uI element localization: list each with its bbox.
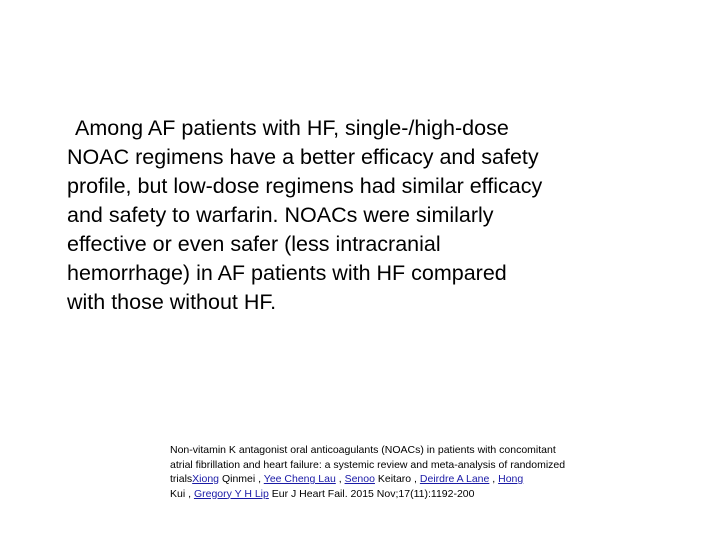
- summary-line: and safety to warfarin. NOACs were similarly: [67, 203, 494, 227]
- author-rest: Kui ,: [170, 487, 194, 500]
- author-link-lau[interactable]: Yee Cheng Lau: [263, 473, 336, 485]
- author-separator: ,: [335, 473, 345, 485]
- author-link-xiong[interactable]: Xiong: [192, 473, 220, 485]
- citation-authors-line: [170, 472, 650, 487]
- citation-title-end: trials: [170, 473, 193, 485]
- author-rest: Keitaro ,: [374, 473, 420, 485]
- summary-line: hemorrhage) in AF patients with HF compared: [67, 261, 507, 285]
- citation: [170, 443, 650, 501]
- citation-title-line: atrial fibrillation and heart failure: a systemic review and meta-analysis of randomized: [170, 458, 566, 471]
- author-link-lip[interactable]: Gregory Y H Lip: [193, 487, 269, 500]
- summary-line: effective or even safer (less intracranial: [67, 232, 441, 256]
- author-separator: ,: [489, 473, 499, 485]
- author-link-lane[interactable]: Deirdre A Lane: [419, 473, 490, 485]
- summary-line: with those without HF.: [67, 290, 277, 314]
- citation-source-line: [170, 487, 650, 502]
- journal-reference: Eur J Heart Fail. 2015 Nov;17(11):1192-200: [268, 487, 475, 500]
- summary-line: NOAC regimens have a better efficacy and safety: [67, 145, 539, 169]
- author-link-senoo[interactable]: Senoo: [344, 473, 375, 485]
- summary-text: [67, 114, 667, 317]
- author-rest: Qinmei ,: [219, 473, 264, 485]
- summary-line: Among AF patients with HF, single-/high-dose: [75, 116, 509, 140]
- citation-title-line: Non-vitamin K antagonist oral anticoagulants (NOACs) in patients with concomitant: [170, 444, 556, 456]
- author-link-hong[interactable]: Hong: [498, 473, 524, 485]
- summary-line: profile, but low-dose regimens had similar efficacy: [67, 174, 543, 198]
